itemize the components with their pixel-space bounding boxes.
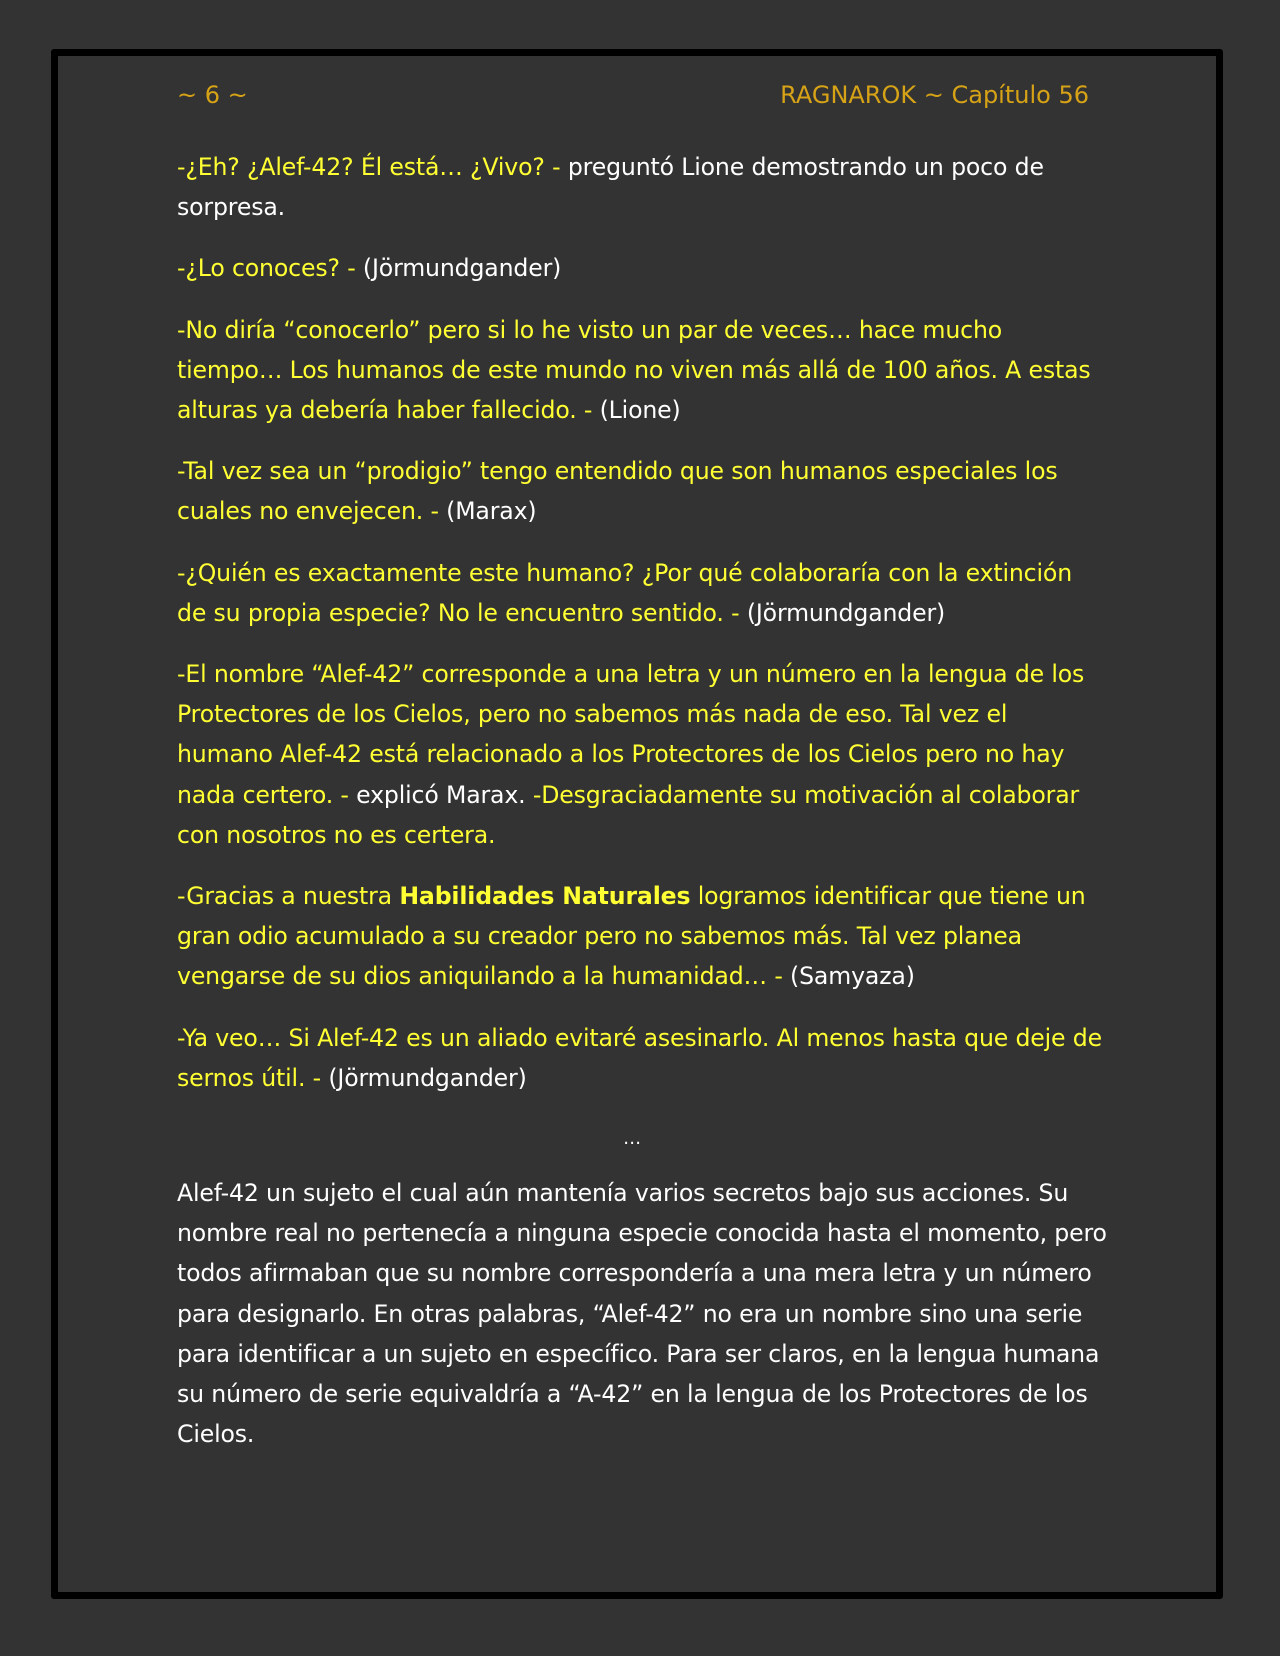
- dialogue-text: -¿Eh? ¿Alef-42? Él está… ¿Vivo? -: [177, 153, 568, 181]
- dialogue-text: -Ya veo… Si Alef-42 es un aliado evitaré asesinarlo. Al menos hasta que deje de sernos útil. -: [177, 1023, 1102, 1092]
- speaker-name: (Marax): [446, 497, 537, 526]
- dialogue-text: -¿Quién es exactamente este humano? ¿Por qué colaboraría con la extinción de su propia especie? No le encuentro sentido. -: [177, 558, 1073, 627]
- dialogue-text: -Gracias a nuestra: [177, 882, 400, 911]
- dialogue-paragraph: [177, 553, 1107, 633]
- dialogue-text: -Tal vez sea un “prodigio” tengo entendido que son humanos especiales los cuales no envejecen. -: [177, 457, 1058, 526]
- dialogue-paragraph: [177, 451, 1107, 531]
- page-content: [177, 147, 1107, 1475]
- narration-paragraph: Alef-42 un sujeto el cual aún mantenía varios secretos bajo sus acciones. Su nombre real no pertenecía a ninguna especie conocida hasta el momento, pero todos afirmaban que su nombre correspondería a una mera letra y un número para designarlo. En otras palabras, “Alef-42” no era un nombre sino una serie para identificar a un sujeto en específico. Para ser claros, en la lengua humana su número de serie equivaldría a “A-42” en la lengua de los Protectores de los Cielos.: [177, 1179, 1107, 1449]
- page-number: ~ 6 ~: [177, 81, 248, 109]
- dialogue-paragraph: [177, 1018, 1107, 1098]
- dialogue-text: -No diría “conocerlo” pero si lo he visto un par de veces… hace mucho tiempo… Los humanos de este mundo no viven más allá de 100 años. A estas alturas ya debería haber fallecido. -: [177, 315, 1091, 425]
- dialogue-paragraph: [177, 310, 1107, 431]
- dialogue-text: -El nombre “Alef-42” corresponde a una letra y un número en la lengua de los Protectores de los Cielos, pero no sabemos más nada de eso. Tal vez el humano Alef-42 está relacionado a los Protectores de los Cielos pero no hay nada certero. -: [177, 660, 1085, 809]
- dialogue-paragraph: [177, 654, 1107, 855]
- scene-separator: …: [623, 1128, 641, 1150]
- speaker-name: (Samyaza): [790, 962, 915, 991]
- dialogue-paragraph: [177, 248, 1107, 288]
- narration-text: preguntó Lione demostrando un poco de sorpresa.: [177, 153, 1044, 222]
- dialogue-text: -Desgraciadamente su motivación al colaborar con nosotros no es certera.: [177, 780, 1080, 849]
- narration-text: explicó Marax.: [356, 780, 533, 809]
- page-header: [177, 78, 1089, 112]
- bold-term: Habilidades Naturales: [399, 882, 691, 911]
- speaker-name: (Jörmundgander): [362, 254, 562, 283]
- dialogue-paragraph: [177, 876, 1107, 997]
- chapter-title: RAGNAROK ~ Capítulo 56: [780, 81, 1089, 109]
- dialogue-text: logramos identificar que tiene un gran odio acumulado a su creador pero no sabemos más. Tal vez planea vengarse de su dios aniquilando a la humanidad… -: [177, 882, 1086, 991]
- dialogue-paragraph: [177, 147, 1107, 227]
- speaker-name: (Jörmundgander): [746, 598, 946, 627]
- dialogue-text: -¿Lo conoces? -: [177, 254, 363, 283]
- speaker-name: (Lione): [599, 396, 681, 425]
- speaker-name: (Jörmundgander): [328, 1063, 527, 1092]
